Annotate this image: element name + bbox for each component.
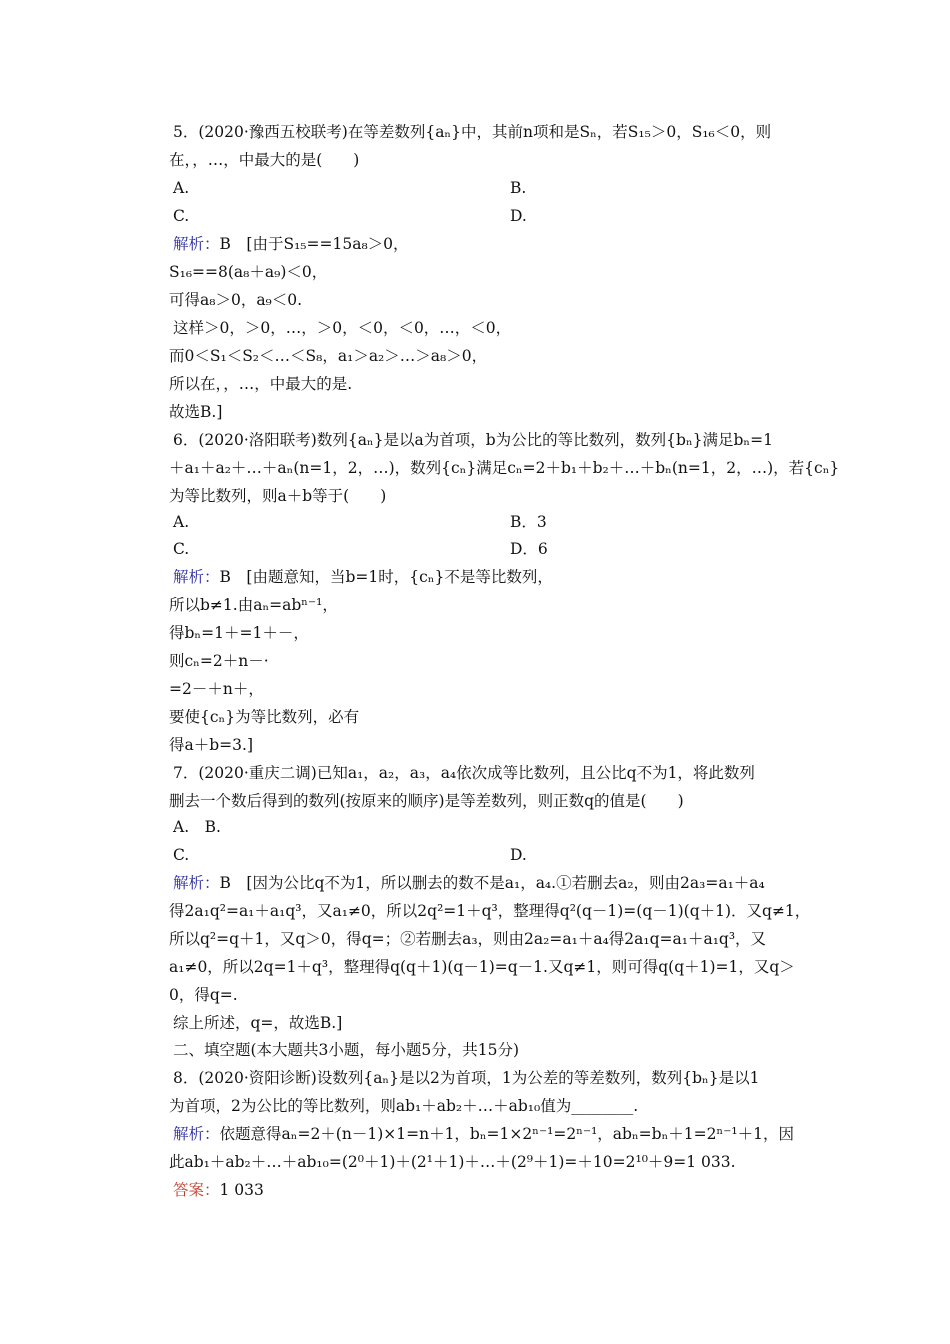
q6-solution-line-7: 得a＋b=3.] <box>169 736 253 754</box>
q7-solution-text-1: B [因为公比q不为1，所以删去的数不是a₁，a₄.①若删去a₂，则由2a₃=a₁＋a₄ <box>219 874 765 892</box>
q7-solution-line-3: 所以q²=q＋1，又q＞0，得q=；②若删去a₃，则由2a₂=a₁＋a₄得2a₁q=a₁＋a₁q³，又 <box>169 930 767 948</box>
section-2-heading: 二、填空题(本大题共3小题，每小题5分，共15分) <box>173 1041 520 1059</box>
q5-solution-line-3: 可得a₈＞0，a₉＜0. <box>169 291 303 309</box>
q6-solution-line-3: 得bₙ=1＋=1＋－， <box>169 624 309 642</box>
q8-answer-value: 1 033 <box>219 1181 264 1199</box>
q8-stem-line-2: 为首项，2为公比的等比数列，则ab₁＋ab₂＋…＋ab₁₀值为________. <box>169 1097 639 1115</box>
q5-stem-line-1: 5．(2020·豫西五校联考)在等差数列{aₙ}中，其前n项和是Sₙ，若S₁₅＞0，S₁₆＜0，则 <box>173 123 772 141</box>
q7-option-c: C. <box>173 846 190 864</box>
q5-solution-line-6: 所以在，，…，中最大的是. <box>169 375 353 393</box>
q5-solution-line-5: 而0＜S₁＜S₂＜…＜S₈，a₁＞a₂＞…＞a₈＞0， <box>169 347 488 365</box>
q5-solution-line-1 <box>173 230 409 258</box>
q6-stem-line-2: ＋a₁＋a₂＋…＋aₙ(n=1，2，…)，数列{cₙ}满足cₙ=2＋b₁＋b₂＋…＋bₙ(n=1，2，…)，若{cₙ} <box>169 459 840 477</box>
q6-solution-text-1: B [由题意知，当b=1时，{cₙ}不是等比数列， <box>219 568 553 586</box>
q5-option-a: A. <box>173 179 190 197</box>
q6-solution-line-6: 要使{cₙ}为等比数列，必有 <box>169 708 360 726</box>
q6-option-c: C. <box>173 540 190 558</box>
q5-solution-text-1: B [由于S₁₅==15a₈＞0， <box>219 235 409 253</box>
q7-solution-line-4: a₁≠0，所以2q=1＋q³，整理得q(q＋1)(q－1)=q－1.又q≠1，则可得q(q＋1)=1，又q＞ <box>169 958 795 976</box>
q5-solution-line-4: 这样＞0，＞0，…，＞0，＜0，＜0，…，＜0， <box>173 319 512 337</box>
q8-stem-line-1: 8．(2020·资阳诊断)设数列{aₙ}是以2为首项，1为公差的等差数列，数列{bₙ}是以1 <box>173 1069 760 1087</box>
q6-solution-line-1 <box>173 563 553 591</box>
q7-solution-line-6: 综上所述，q=，故选B.] <box>173 1014 343 1032</box>
q7-solution-line-2: 得2a₁q²=a₁＋a₁q³，又a₁≠0，所以2q²=1＋q³，整理得q²(q－1)=(q－1)(q＋1)．又q≠1， <box>169 902 811 920</box>
q8-solution-line-1 <box>173 1120 794 1148</box>
q7-option-d: D. <box>510 846 527 864</box>
q5-stem-line-2: 在，，…，中最大的是( ) <box>169 151 360 169</box>
solution-label: 解析： <box>173 1125 220 1143</box>
q7-stem-line-2: 删去一个数后得到的数列(按原来的顺序)是等差数列，则正数q的值是( ) <box>169 792 684 810</box>
q5-option-b: B. <box>510 179 527 197</box>
q5-solution-line-7: 故选B.] <box>169 403 223 421</box>
q7-stem-line-1: 7．(2020·重庆二调)已知a₁，a₂，a₃，a₄依次成等比数列，且公比q不为1，将此数列 <box>173 764 755 782</box>
q5-solution-line-2: S₁₆==8(a₈＋a₉)＜0， <box>169 263 328 281</box>
solution-label: 解析： <box>173 568 220 586</box>
q6-solution-line-5: =2－＋n＋， <box>169 680 264 698</box>
q7-solution-line-1 <box>173 869 765 897</box>
q5-option-d: D. <box>510 207 527 225</box>
answer-label: 答案： <box>173 1181 220 1199</box>
q8-solution-line-2: 此ab₁＋ab₂＋…＋ab₁₀=(2⁰＋1)＋(2¹＋1)＋…＋(2⁹＋1)=＋10=2¹⁰＋9=1 033. <box>169 1153 736 1171</box>
solution-label: 解析： <box>173 235 220 253</box>
solution-label: 解析： <box>173 874 220 892</box>
q6-option-d: D．6 <box>510 540 548 558</box>
q7-options-a-b: A. B. <box>173 818 221 836</box>
q5-option-c: C. <box>173 207 190 225</box>
q8-answer-line <box>173 1176 264 1204</box>
q6-stem-line-3: 为等比数列，则a＋b等于( ) <box>169 487 387 505</box>
q7-solution-line-5: 0，得q=. <box>169 986 238 1004</box>
q6-solution-line-2: 所以b≠1.由aₙ=abⁿ⁻¹， <box>169 596 338 614</box>
q6-option-a: A. <box>173 513 190 531</box>
q8-solution-text-1: 依题意得aₙ=2＋(n－1)×1=n＋1，bₙ=1×2ⁿ⁻¹=2ⁿ⁻¹，abₙ=bₙ＋1=2ⁿ⁻¹＋1，因 <box>219 1125 794 1143</box>
q6-stem-line-1: 6．(2020·洛阳联考)数列{aₙ}是以a为首项，b为公比的等比数列，数列{bₙ}满足bₙ=1 <box>173 431 773 449</box>
q6-option-b: B．3 <box>510 513 547 531</box>
q6-solution-line-4: 则cₙ=2＋n－· <box>169 652 269 670</box>
